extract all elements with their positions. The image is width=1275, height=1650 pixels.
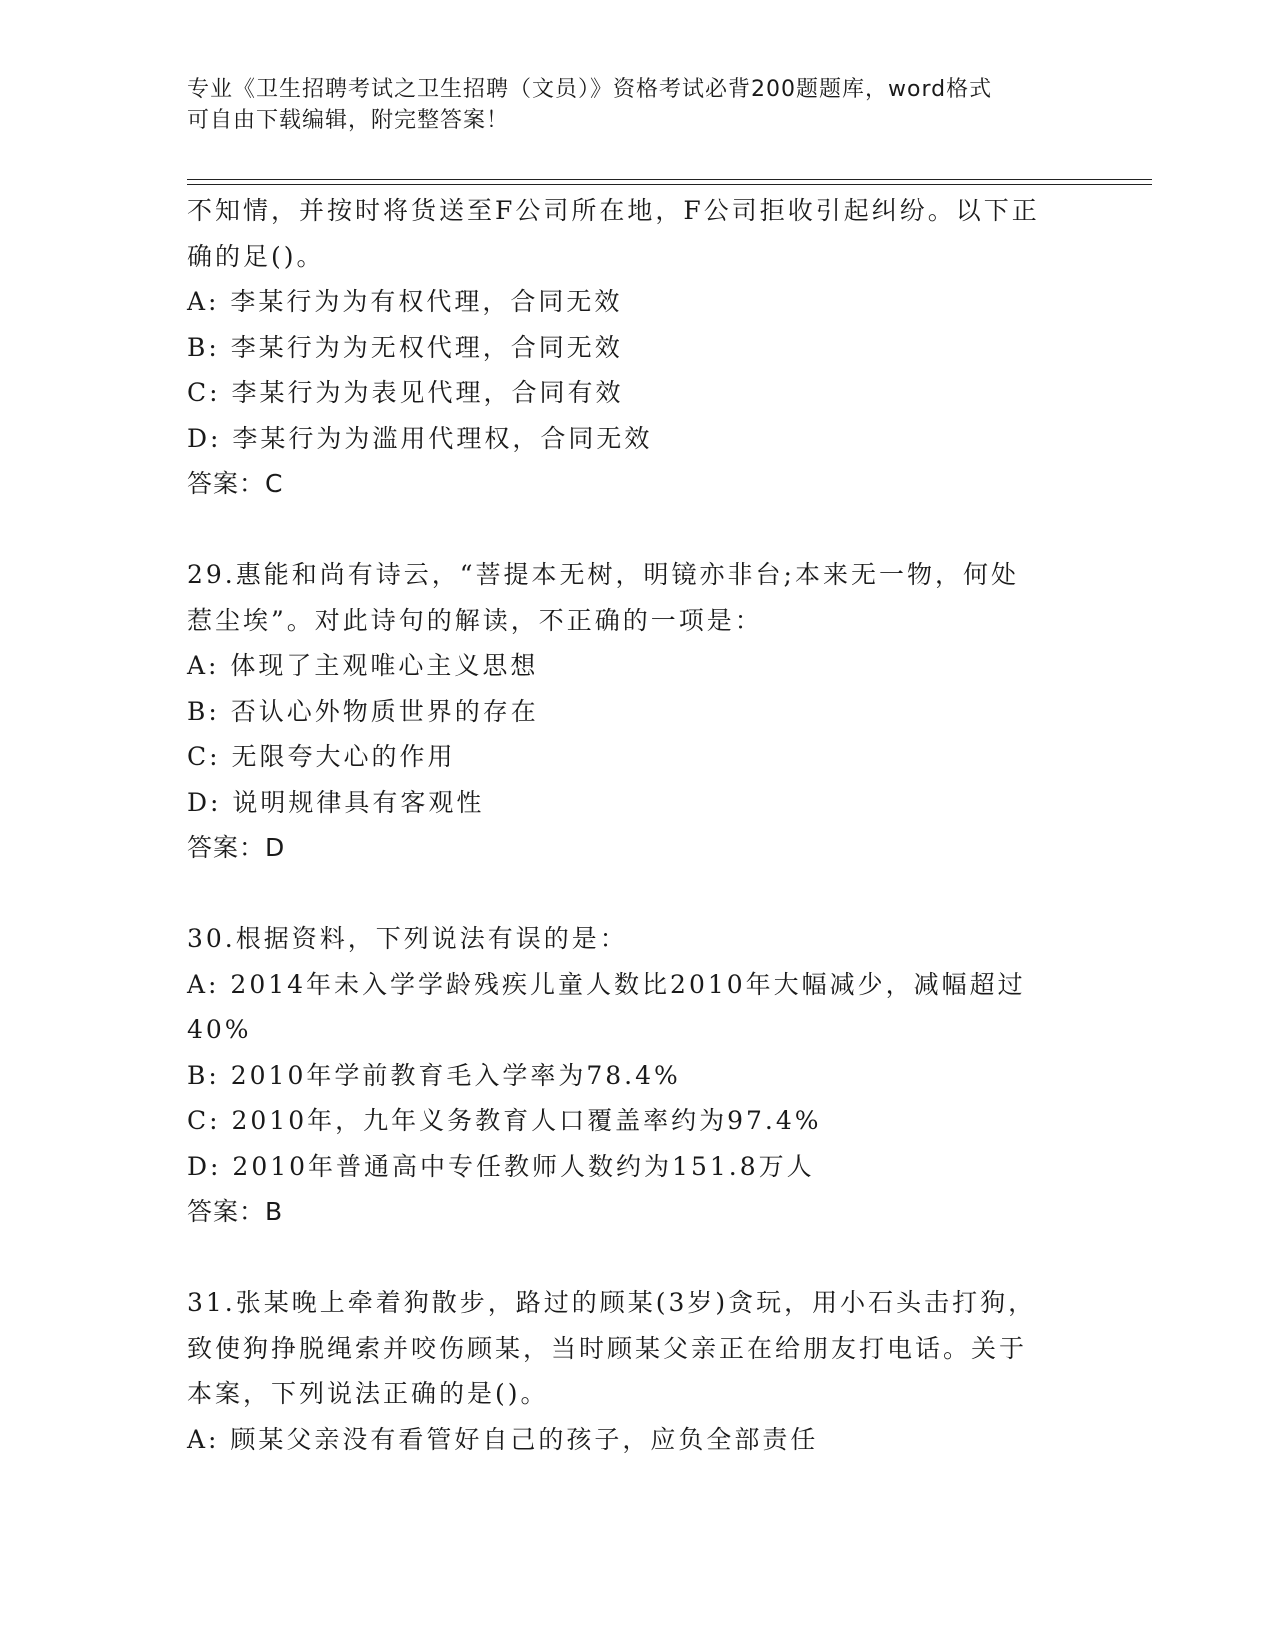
option-b: B: 李某行为为无权代理，合同无效 bbox=[187, 332, 623, 362]
header-divider-top bbox=[187, 179, 1152, 180]
question-stem-line: 29.惠能和尚有诗云，“菩提本无树，明镜亦非台;本来无一物，何处 bbox=[187, 560, 1019, 589]
question-stem-line: 31.张某晚上牵着狗散步，路过的顾某(3岁)贪玩，用小石头击打狗， bbox=[187, 1288, 1037, 1317]
option-d: D: 2010年普通高中专任教师人数约为151.8万人 bbox=[187, 1151, 815, 1181]
option-a-continued: 40% bbox=[187, 1015, 252, 1044]
question-29 bbox=[187, 552, 1087, 871]
option-b: B: 2010年学前教育毛入学率为78.4% bbox=[187, 1060, 681, 1090]
option-c: C: 2010年，九年义务教育人口覆盖率约为97.4% bbox=[187, 1106, 822, 1135]
question-stem-line: 确的足()。 bbox=[187, 241, 325, 271]
question-stem-line: 不知情，并按时将货送至F公司所在地，F公司拒收引起纠纷。以下正 bbox=[187, 196, 1040, 225]
question-list bbox=[187, 188, 1087, 1462]
answer-line: 答案：C bbox=[187, 469, 284, 498]
option-a: A: 顾某父亲没有看管好自己的孩子，应负全部责任 bbox=[187, 1424, 819, 1454]
header-title-line-2: 可自由下载编辑，附完整答案！ bbox=[187, 108, 510, 133]
question-stem-line: 惹尘埃”。对此诗句的解读，不正确的一项是： bbox=[187, 605, 763, 635]
question-spacer bbox=[187, 507, 1087, 553]
option-d: D: 李某行为为滥用代理权，合同无效 bbox=[187, 423, 653, 453]
question-stem-line: 30.根据资料，下列说法有误的是： bbox=[187, 924, 628, 953]
option-c: C: 李某行为为表见代理，合同有效 bbox=[187, 378, 624, 407]
question-31 bbox=[187, 1280, 1087, 1462]
option-b: B: 否认心外物质世界的存在 bbox=[187, 696, 539, 726]
question-stem-line: 本案，下列说法正确的是()。 bbox=[187, 1379, 549, 1408]
question-spacer bbox=[187, 1235, 1087, 1281]
option-a: A: 李某行为为有权代理，合同无效 bbox=[187, 287, 623, 316]
question-30 bbox=[187, 916, 1087, 1235]
header-divider-bottom bbox=[187, 184, 1152, 185]
answer-line: 答案：B bbox=[187, 1197, 284, 1226]
option-d: D: 说明规律具有客观性 bbox=[187, 787, 485, 817]
header-title-line-1: 专业《卫生招聘考试之卫生招聘（文员）》资格考试必背200题题库，word格式 bbox=[187, 77, 993, 102]
option-a: A: 体现了主观唯心主义思想 bbox=[187, 651, 539, 680]
document-header bbox=[187, 74, 1067, 136]
option-a: A: 2014年未入学学龄残疾儿童人数比2010年大幅减少，减幅超过 bbox=[187, 969, 1026, 999]
option-c: C: 无限夸大心的作用 bbox=[187, 742, 456, 771]
question-spacer bbox=[187, 871, 1087, 917]
answer-line: 答案：D bbox=[187, 833, 286, 862]
question-stem-line: 致使狗挣脱绳索并咬伤顾某，当时顾某父亲正在给朋友打电话。关于 bbox=[187, 1333, 1028, 1363]
question-28 bbox=[187, 188, 1087, 507]
